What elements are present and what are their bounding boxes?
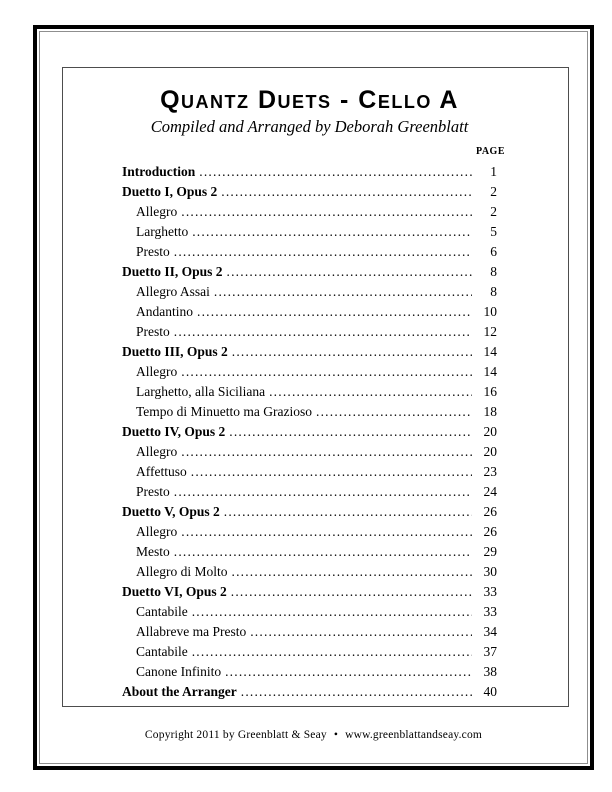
toc-entry-label: Cantabile xyxy=(136,604,188,620)
toc-dot-leader xyxy=(181,442,472,462)
toc-dot-leader xyxy=(197,302,472,322)
toc-dot-leader xyxy=(192,642,472,662)
toc-entry-label: Affettuso xyxy=(136,464,187,480)
toc-dot-leader xyxy=(192,602,472,622)
toc-entry-label: Duetto VI, Opus 2 xyxy=(122,584,227,600)
toc-entry-page: 5 xyxy=(490,224,497,240)
toc-entry-label: Duetto II, Opus 2 xyxy=(122,264,223,280)
toc-dot-leader xyxy=(227,262,472,282)
toc-entry-page: 24 xyxy=(483,484,497,500)
toc-dot-leader xyxy=(316,402,472,422)
toc-entry-page: 33 xyxy=(483,584,497,600)
toc-entry-label: Allegro Assai xyxy=(136,284,210,300)
toc-row xyxy=(122,242,497,262)
toc-entry-label: Larghetto, alla Siciliana xyxy=(136,384,266,400)
toc-row xyxy=(122,442,497,462)
toc-entry-page: 26 xyxy=(483,504,497,520)
toc-entry-page: 10 xyxy=(483,304,497,320)
toc-entry-label: Larghetto xyxy=(136,224,189,240)
toc-row xyxy=(122,582,497,602)
page-title: Quantz Duets - Cello A xyxy=(160,86,459,114)
toc-entry-page: 26 xyxy=(483,524,497,540)
toc-dot-leader xyxy=(191,462,472,482)
toc-row xyxy=(122,662,497,682)
toc-dot-leader xyxy=(229,422,472,442)
toc-dot-leader xyxy=(174,242,472,262)
footer-copyright: Copyright 2011 by Greenblatt & Seay xyxy=(144,729,327,741)
toc-entry-label: Presto xyxy=(136,244,170,260)
toc-entry-page: 16 xyxy=(483,384,497,400)
toc-row xyxy=(122,282,497,302)
toc-row xyxy=(122,182,497,202)
toc-entry-label: Duetto III, Opus 2 xyxy=(122,344,228,360)
toc-entry-label: Cantabile xyxy=(136,644,188,660)
toc-dot-leader xyxy=(199,162,472,182)
toc-entry-page: 8 xyxy=(490,264,497,280)
toc-entry-page: 33 xyxy=(483,604,497,620)
toc-entry-label: Allegro xyxy=(136,524,178,540)
toc-row xyxy=(122,222,497,242)
toc-row xyxy=(122,562,497,582)
toc-row xyxy=(122,302,497,322)
page-column-header: PAGE xyxy=(475,146,505,158)
toc-entry-page: 6 xyxy=(490,244,497,260)
toc-row xyxy=(122,682,497,702)
toc-entry-label: Canone Infinito xyxy=(136,664,222,680)
toc-entry-page: 2 xyxy=(490,204,497,220)
toc-entry-page: 18 xyxy=(483,404,497,420)
toc-row xyxy=(122,462,497,482)
toc-dot-leader xyxy=(225,662,472,682)
toc-dot-leader xyxy=(181,522,472,542)
toc-entry-page: 34 xyxy=(483,624,497,640)
toc-entry-page: 8 xyxy=(490,284,497,300)
toc-entry-label: Duetto IV, Opus 2 xyxy=(122,424,226,440)
toc-dot-leader xyxy=(241,682,472,702)
footer-website: www.greenblattandseay.com xyxy=(345,729,483,741)
toc-row xyxy=(122,202,497,222)
toc-entry-page: 29 xyxy=(483,544,497,560)
toc-list xyxy=(122,162,497,702)
toc-entry-label: Duetto V, Opus 2 xyxy=(122,504,220,520)
toc-entry-label: Introduction xyxy=(122,164,196,180)
toc-row xyxy=(122,342,497,362)
footer-separator: • xyxy=(333,729,339,741)
toc-row xyxy=(122,362,497,382)
toc-entry-page: 14 xyxy=(483,344,497,360)
toc-entry-page: 38 xyxy=(483,664,497,680)
toc-entry-label: Presto xyxy=(136,484,170,500)
toc-row xyxy=(122,262,497,282)
toc-entry-page: 20 xyxy=(483,444,497,460)
toc-dot-leader xyxy=(181,362,472,382)
toc-entry-page: 23 xyxy=(483,464,497,480)
toc-dot-leader xyxy=(224,502,472,522)
toc-entry-page: 40 xyxy=(483,684,497,700)
toc-entry-label: Allegro xyxy=(136,204,178,220)
toc-entry-label: Allegro di Molto xyxy=(136,564,228,580)
toc-dot-leader xyxy=(181,202,472,222)
toc-dot-leader xyxy=(174,322,472,342)
toc-entry-label: Allabreve ma Presto xyxy=(136,624,247,640)
toc-entry-label: Andantino xyxy=(136,304,193,320)
content-area xyxy=(62,67,569,707)
toc-entry-label: Presto xyxy=(136,324,170,340)
toc-dot-leader xyxy=(269,382,472,402)
toc-dot-leader xyxy=(214,282,472,302)
toc-entry-page: 2 xyxy=(490,184,497,200)
toc-dot-leader xyxy=(174,542,472,562)
toc-dot-leader xyxy=(192,222,472,242)
toc-row xyxy=(122,322,497,342)
toc-entry-label: About the Arranger xyxy=(122,684,237,700)
toc-entry-page: 12 xyxy=(483,324,497,340)
page-subtitle: Compiled and Arranged by Deborah Greenblatt xyxy=(150,117,469,137)
toc-entry-page: 37 xyxy=(483,644,497,660)
toc-entry-page: 20 xyxy=(483,424,497,440)
toc-row xyxy=(122,622,497,642)
toc-row xyxy=(122,402,497,422)
toc-entry-label: Mesto xyxy=(136,544,170,560)
toc-dot-leader xyxy=(232,562,473,582)
toc-entry-label: Duetto I, Opus 2 xyxy=(122,184,218,200)
toc-entry-page: 14 xyxy=(483,364,497,380)
toc-entry-page: 1 xyxy=(490,164,497,180)
toc-row xyxy=(122,642,497,662)
toc-row xyxy=(122,602,497,622)
toc-entry-label: Allegro xyxy=(136,364,178,380)
toc-row xyxy=(122,542,497,562)
toc-entry-label: Allegro xyxy=(136,444,178,460)
toc-row xyxy=(122,382,497,402)
toc-row xyxy=(122,502,497,522)
toc-dot-leader xyxy=(250,622,472,642)
footer xyxy=(33,729,594,741)
toc-dot-leader xyxy=(221,182,472,202)
toc-dot-leader xyxy=(232,342,472,362)
toc-row xyxy=(122,162,497,182)
toc-dot-leader xyxy=(174,482,472,502)
toc-entry-page: 30 xyxy=(483,564,497,580)
toc-row xyxy=(122,482,497,502)
toc-row xyxy=(122,422,497,442)
toc-dot-leader xyxy=(231,582,472,602)
toc-entry-label: Tempo di Minuetto ma Grazioso xyxy=(136,404,313,420)
toc-row xyxy=(122,522,497,542)
